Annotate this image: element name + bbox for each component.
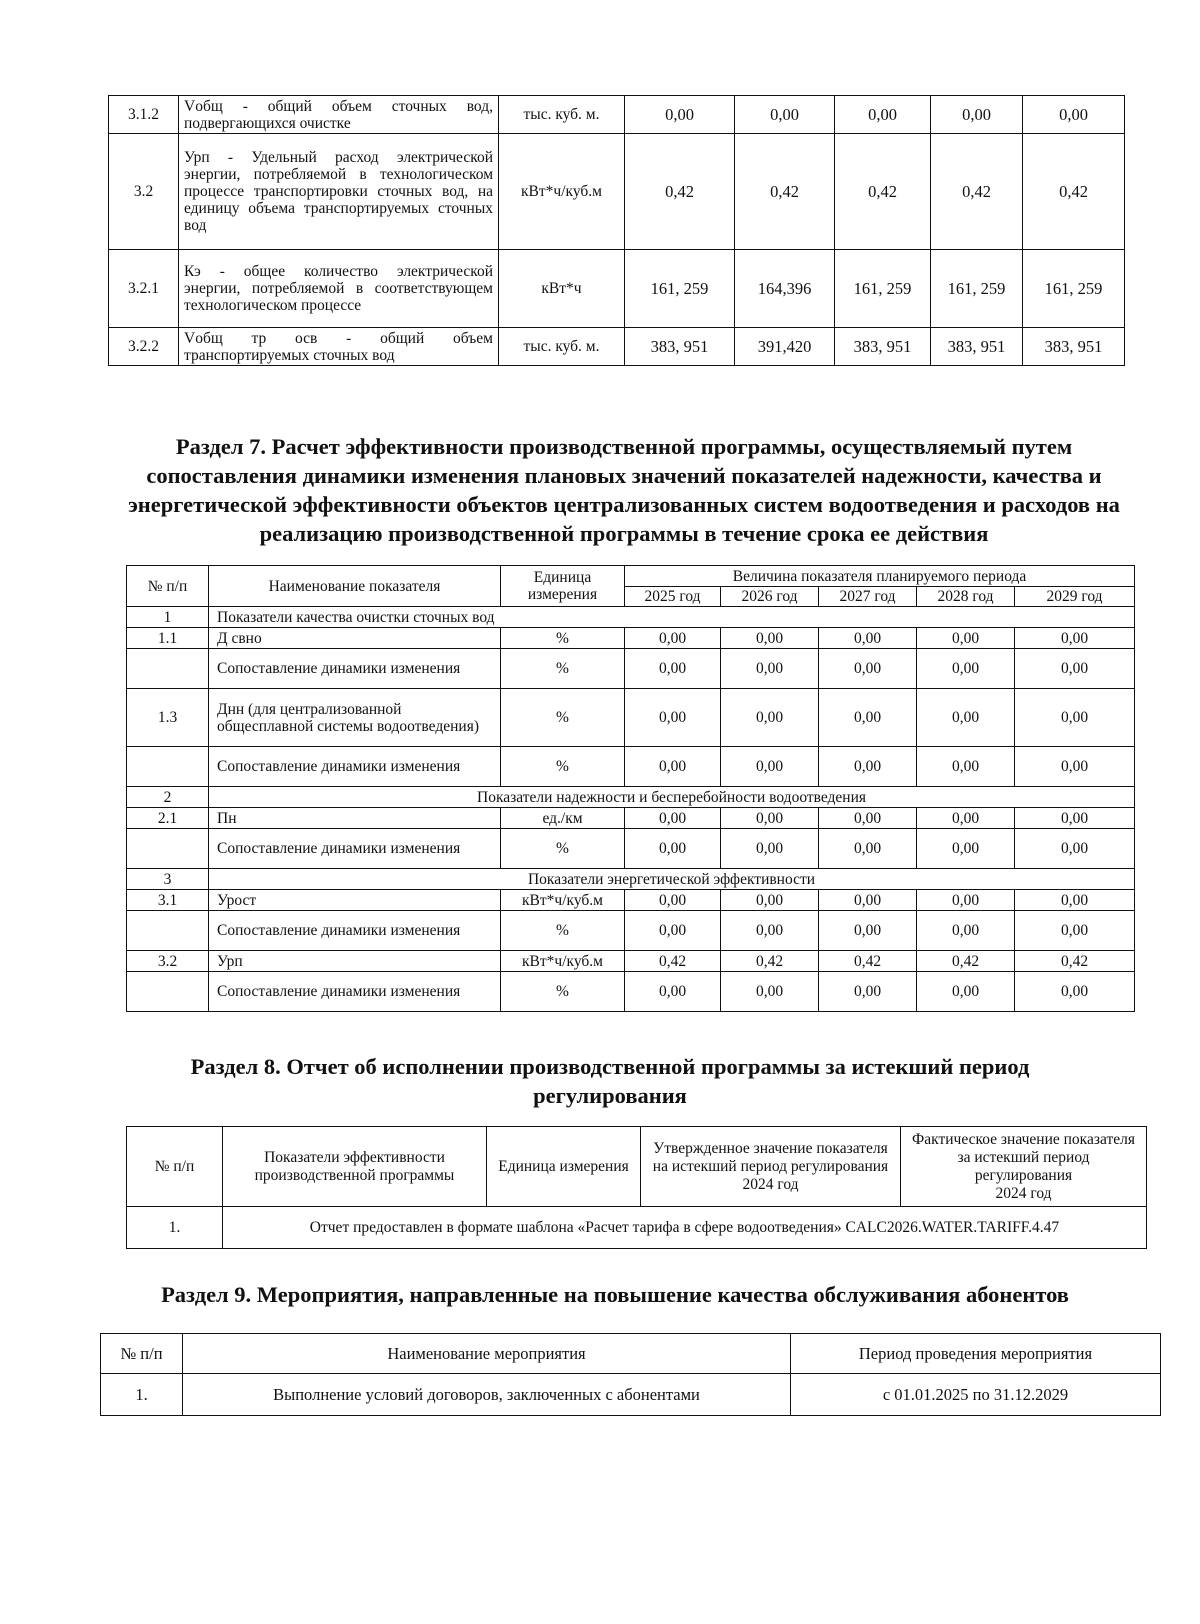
header-unit: Единица измерения [501,566,625,607]
unit: % [501,911,625,951]
value-cell: 161, 259 [931,250,1023,328]
indicator-name: Сопоставление динамики изменения [209,747,501,787]
indicator-name: Д свно [209,628,501,649]
value-cell: 0,00 [625,808,721,829]
value-cell: 164,396 [735,250,835,328]
value-cell: 0,00 [721,829,819,869]
table-row [127,808,1135,829]
group-num: 3 [127,869,209,890]
value-cell: 0,42 [625,134,735,250]
header-period: Период проведения мероприятия [791,1334,1161,1374]
value-cell: 383, 951 [625,328,735,366]
value-cell: 0,00 [1015,808,1135,829]
group-title: Показатели надежности и бесперебойности водоотведения [209,787,1135,808]
group-title: Показатели энергетической эффективности [209,869,1135,890]
value-cell: 0,42 [819,951,917,972]
indicator-name: Урост [209,890,501,911]
unit: кВт*ч/куб.м [501,951,625,972]
value-cell: 0,00 [625,747,721,787]
table-row [127,890,1135,911]
unit: кВт*ч/куб.м [499,134,625,250]
table-row [127,1207,1147,1249]
header-num: № п/п [127,1127,223,1207]
value-cell: 383, 951 [835,328,931,366]
header-name: Показатели эффективности производственной программы [223,1127,487,1207]
indicator-name: Сопоставление динамики изменения [209,829,501,869]
value-cell: 0,00 [625,911,721,951]
value-cell: 0,00 [819,808,917,829]
value-cell: 0,00 [625,890,721,911]
unit: % [501,747,625,787]
value-cell: 0,00 [721,628,819,649]
report-note: Отчет предоставлен в формате шаблона «Расчет тарифа в сфере водоотведения» CALC2026.WATER.TARIFF.4.47 [223,1207,1147,1249]
value-cell: 0,00 [625,829,721,869]
value-cell: 0,00 [721,649,819,689]
header-approved-label: Утвержденное значение показателя на истекший период регулирования [652,1139,889,1175]
unit: % [501,628,625,649]
indicator-name: Сопоставление динамики изменения [209,649,501,689]
value-cell: 0,00 [931,96,1023,134]
indicator-name: Vобщ - общий объем сточных вод, подвергающихся очистке [179,96,499,134]
value-cell: 0,00 [819,628,917,649]
group-row [127,869,1135,890]
value-cell: 0,42 [1023,134,1125,250]
row-num: 3.1.2 [109,96,179,134]
value-cell: 0,00 [625,649,721,689]
table-row [127,649,1135,689]
value-cell: 0,42 [721,951,819,972]
header-unit: Единица измерения [487,1127,641,1207]
row-num: 3.1 [127,890,209,911]
table-row [109,328,1125,366]
indicator-name: Сопоставление динамики изменения [209,911,501,951]
table-row [127,689,1135,747]
unit: кВт*ч/куб.м [501,890,625,911]
table-row [127,829,1135,869]
value-cell: 0,42 [625,951,721,972]
group-title: Показатели качества очистки сточных вод [209,607,1135,628]
value-cell: 0,00 [917,689,1015,747]
value-cell: 0,00 [835,96,931,134]
value-cell: 0,00 [1023,96,1125,134]
value-cell: 0,00 [819,747,917,787]
value-cell: 0,00 [625,628,721,649]
row-num: 3.2 [109,134,179,250]
header-period: Величина показателя планируемого периода [625,566,1135,587]
value-cell: 161, 259 [835,250,931,328]
header-year: 2028 год [917,587,1015,607]
row-num: 3.2.2 [109,328,179,366]
indicator-name: Vобщ тр осв - общий объем транспортируемых сточных вод [179,328,499,366]
header-year: 2026 год [721,587,819,607]
group-row [127,787,1135,808]
row-num [127,972,209,1012]
value-cell: 0,00 [917,829,1015,869]
header-approved-year: 2024 год [742,1175,799,1193]
unit: ед./км [501,808,625,829]
header-year: 2027 год [819,587,917,607]
value-cell: 0,00 [819,890,917,911]
value-cell: 0,00 [917,972,1015,1012]
value-cell: 0,00 [1015,829,1135,869]
indicator-name: Днн (для централизованной общесплавной системы водоотведения) [209,689,501,747]
header-actual [901,1127,1147,1207]
table-row [109,250,1125,328]
row-num: 1. [101,1374,183,1416]
value-cell: 0,00 [1015,649,1135,689]
value-cell: 0,00 [917,628,1015,649]
indicator-name: Сопоставление динамики изменения [209,972,501,1012]
value-cell: 0,00 [917,747,1015,787]
value-cell: 0,00 [721,808,819,829]
value-cell: 0,42 [835,134,931,250]
value-cell: 0,00 [1015,689,1135,747]
row-num: 2.1 [127,808,209,829]
value-cell: 0,42 [1015,951,1135,972]
value-cell: 0,00 [1015,747,1135,787]
table-row [127,972,1135,1012]
header-name: Наименование показателя [209,566,501,607]
value-cell: 0,00 [819,689,917,747]
header-actual-label: Фактическое значение показателя за истекший период регулирования [912,1130,1135,1184]
value-cell: 0,00 [721,890,819,911]
table-row [101,1374,1161,1416]
value-cell: 0,00 [819,972,917,1012]
value-cell: 0,00 [917,890,1015,911]
value-cell: 0,00 [721,747,819,787]
value-cell: 0,00 [1015,972,1135,1012]
value-cell: 0,00 [721,689,819,747]
group-num: 1 [127,607,209,628]
indicator-name: Кэ - общее количество электрической энергии, потребляемой в соответствующем технологическом процессе [179,250,499,328]
table-row [109,96,1125,134]
row-num [127,747,209,787]
unit: % [501,649,625,689]
value-cell: 0,00 [1015,911,1135,951]
value-cell: 0,00 [1015,890,1135,911]
row-num [127,829,209,869]
indicator-name: Урп [209,951,501,972]
row-num [127,911,209,951]
header-num: № п/п [127,566,209,607]
indicator-name: Урп - Удельный расход электрической энергии, потребляемой в технологическом процессе транспортировки сточных вод, на единицу объема транспортируемых сточных вод [179,134,499,250]
header-actual-year: 2024 год [995,1184,1052,1202]
header-name: Наименование мероприятия [183,1334,791,1374]
value-cell: 0,00 [917,911,1015,951]
row-num: 1. [127,1207,223,1249]
row-num: 1.3 [127,689,209,747]
table-row [127,911,1135,951]
row-num: 1.1 [127,628,209,649]
group-row [127,607,1135,628]
row-num [127,649,209,689]
unit: % [501,689,625,747]
section-8-table [126,1126,1147,1249]
row-num: 3.2 [127,951,209,972]
value-cell: 0,00 [735,96,835,134]
unit: кВт*ч [499,250,625,328]
value-cell: 0,42 [735,134,835,250]
value-cell: 0,00 [917,808,1015,829]
row-num: 3.2.1 [109,250,179,328]
value-cell: 0,00 [625,689,721,747]
section-7-title: Раздел 7. Расчет эффективности производственной программы, осуществляемый путем сопоставления динамики изменения плановых значений показателей надежности, качества и энергетической эффективности объектов централизованных систем водоотведения и расходов на реализацию производственной программы в течение срока ее действия [128,434,1120,546]
section-8-title: Раздел 8. Отчет об исполнении производственной программы за истекший период регулирования [190,1054,1030,1108]
value-cell: 0,00 [917,649,1015,689]
table-row [109,134,1125,250]
unit: % [501,972,625,1012]
value-cell: 383, 951 [931,328,1023,366]
value-cell: 0,00 [721,972,819,1012]
unit: % [501,829,625,869]
value-cell: 0,00 [819,911,917,951]
measure-period: с 01.01.2025 по 31.12.2029 [791,1374,1161,1416]
value-cell: 0,00 [819,829,917,869]
table-row [127,628,1135,649]
value-cell: 0,00 [819,649,917,689]
header-approved [641,1127,901,1207]
value-cell: 0,00 [625,96,735,134]
table-row [127,747,1135,787]
value-cell: 161, 259 [1023,250,1125,328]
indicator-name: Пн [209,808,501,829]
unit: тыс. куб. м. [499,328,625,366]
section-9-table [100,1333,1161,1416]
value-cell: 391,420 [735,328,835,366]
header-num: № п/п [101,1334,183,1374]
header-year: 2025 год [625,587,721,607]
unit: тыс. куб. м. [499,96,625,134]
section-7-table [126,565,1135,1012]
value-cell: 0,42 [931,134,1023,250]
measure-name: Выполнение условий договоров, заключенных с абонентами [183,1374,791,1416]
value-cell: 161, 259 [625,250,735,328]
table-row [127,951,1135,972]
value-cell: 0,42 [917,951,1015,972]
indicators-continuation-table [108,95,1125,366]
value-cell: 0,00 [721,911,819,951]
section-9-title: Раздел 9. Мероприятия, направленные на повышение качества обслуживания абонентов [161,1282,1069,1307]
group-num: 2 [127,787,209,808]
value-cell: 383, 951 [1023,328,1125,366]
header-year: 2029 год [1015,587,1135,607]
value-cell: 0,00 [1015,628,1135,649]
value-cell: 0,00 [625,972,721,1012]
